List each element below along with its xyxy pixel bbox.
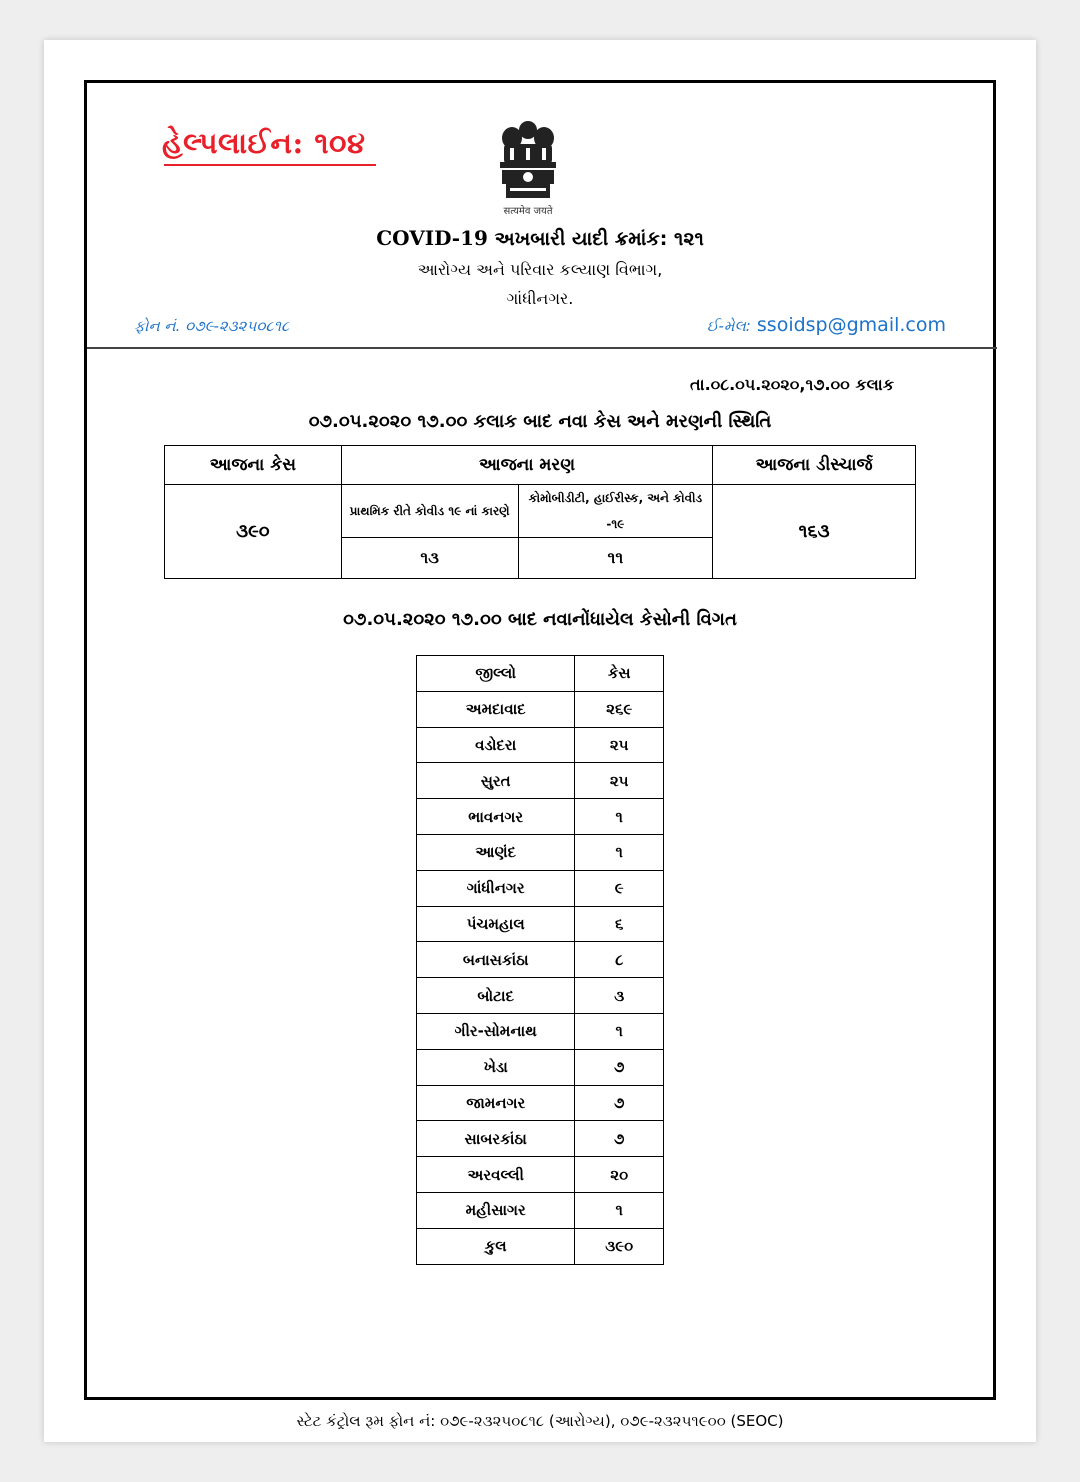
district-table	[416, 655, 664, 1265]
table-header-row	[417, 656, 664, 692]
district-name: વડોદરા	[417, 727, 575, 763]
header-today-cases: આજના કેસ	[165, 446, 342, 485]
table-row	[417, 1192, 664, 1228]
city-name: ગાંધીનગર.	[506, 289, 574, 308]
district-name: આણંદ	[417, 834, 575, 870]
table-row	[417, 870, 664, 906]
district-name: ખેડા	[417, 1049, 575, 1085]
district-name: મહીસાગર	[417, 1192, 575, 1228]
district-cases: ૨૦	[575, 1157, 664, 1193]
district-name: બોટાદ	[417, 978, 575, 1014]
email-label: ઈ-મેલ:	[706, 317, 751, 335]
subheader-primary-deaths: પ્રાથમિક રીતે કોવીડ ૧૯ નાં કારણે	[341, 485, 518, 538]
district-cases: ૧	[575, 1192, 664, 1228]
title-release-number: અખબારી યાદી ક્રમાંક: ૧૨૧	[494, 228, 704, 250]
title-covid: COVID-19	[376, 226, 488, 250]
district-name: સુરત	[417, 763, 575, 799]
subheader-comorbid-deaths: કોમોબીડીટી, હાઈરીસ્ક, અને કોવીડ -૧૯	[518, 485, 713, 538]
control-room-footer: સ્ટેટ કંટ્રોલ રૂમ ફોન નં: ૦૭૯-૨૩૨૫૦૮૧૮ (આરોગ્ય), ૦૭૯-૨૩૨૫૧૯૦૦ (SEOC)	[296, 1412, 784, 1430]
district-name: પંચમહાલ	[417, 906, 575, 942]
district-cases: ૨૬૯	[575, 691, 664, 727]
email-line	[707, 314, 946, 336]
table-row	[417, 1157, 664, 1193]
today-discharge-value: ૧૬૩	[713, 485, 916, 579]
district-cases: ૮	[575, 942, 664, 978]
district-name: અરવલ્લી	[417, 1157, 575, 1193]
total-cases: ૩૯૦	[575, 1228, 664, 1264]
district-heading: ૦૭.૦૫.૨૦૨૦ ૧૭.૦૦ બાદ નવાનોંધાયેલ કેસોની વિગત	[343, 609, 737, 630]
table-row	[417, 763, 664, 799]
table-row	[417, 1013, 664, 1049]
district-name: બનાસકાંઠા	[417, 942, 575, 978]
district-cases: ૧	[575, 799, 664, 835]
table-row	[417, 1049, 664, 1085]
table-row	[417, 1085, 664, 1121]
today-cases-value: ૩૯૦	[165, 485, 342, 579]
phone-number: ફોન નં. ૦૭૯-૨૩૨૫૦૮૧૮	[134, 317, 290, 335]
table-row	[417, 942, 664, 978]
comorbid-deaths-value: ૧૧	[518, 538, 713, 579]
helpline-underline	[164, 164, 376, 166]
table-row	[417, 691, 664, 727]
department-name: આરોગ્ય અને પરિવાર કલ્યાણ વિભાગ,	[417, 260, 663, 279]
district-cases: ૩	[575, 978, 664, 1014]
helpline-number: હેલ્પલાઈન: ૧૦૪	[162, 126, 366, 160]
header-today-discharge: આજના ડીસ્ચાર્જ	[713, 446, 916, 485]
table-row	[417, 978, 664, 1014]
summary-heading: ૦૭.૦૫.૨૦૨૦ ૧૭.૦૦ કલાક બાદ નવા કેસ અને મરણની સ્થિતિ	[308, 411, 772, 432]
total-label: કુલ	[417, 1228, 575, 1264]
national-emblem-icon	[490, 118, 566, 204]
table-row	[417, 799, 664, 835]
email-address[interactable]: ssoidsp@gmail.com	[756, 314, 946, 336]
table-row	[417, 906, 664, 942]
district-name: ગાંધીનગર	[417, 870, 575, 906]
table-row	[417, 727, 664, 763]
district-cases: ૯	[575, 870, 664, 906]
report-date: તા.૦૮.૦૫.૨૦૨૦,૧૭.૦૦ કલાક	[690, 375, 894, 394]
district-cases: ૭	[575, 1085, 664, 1121]
district-cases: ૬	[575, 906, 664, 942]
table-row	[417, 1121, 664, 1157]
district-name: અમદાવાદ	[417, 691, 575, 727]
district-cases: ૭	[575, 1121, 664, 1157]
primary-deaths-value: ૧૩	[341, 538, 518, 579]
district-name: સાબરકાંઠા	[417, 1121, 575, 1157]
total-row	[417, 1228, 664, 1264]
district-cases: ૨૫	[575, 763, 664, 799]
press-release-title	[200, 226, 880, 250]
district-cases: ૧	[575, 1013, 664, 1049]
emblem-motto: सत्यमेव जयते	[503, 206, 553, 217]
header-district: જીલ્લો	[417, 656, 575, 692]
district-cases: ૨૫	[575, 727, 664, 763]
summary-table	[164, 445, 916, 579]
district-cases: ૭	[575, 1049, 664, 1085]
header-cases: કેસ	[575, 656, 664, 692]
header-divider	[87, 347, 997, 349]
table-row	[417, 834, 664, 870]
district-name: જામનગર	[417, 1085, 575, 1121]
district-name: ભાવનગર	[417, 799, 575, 835]
district-name: ગીર-સોમનાથ	[417, 1013, 575, 1049]
district-cases: ૧	[575, 834, 664, 870]
header-today-deaths: આજના મરણ	[341, 446, 712, 485]
